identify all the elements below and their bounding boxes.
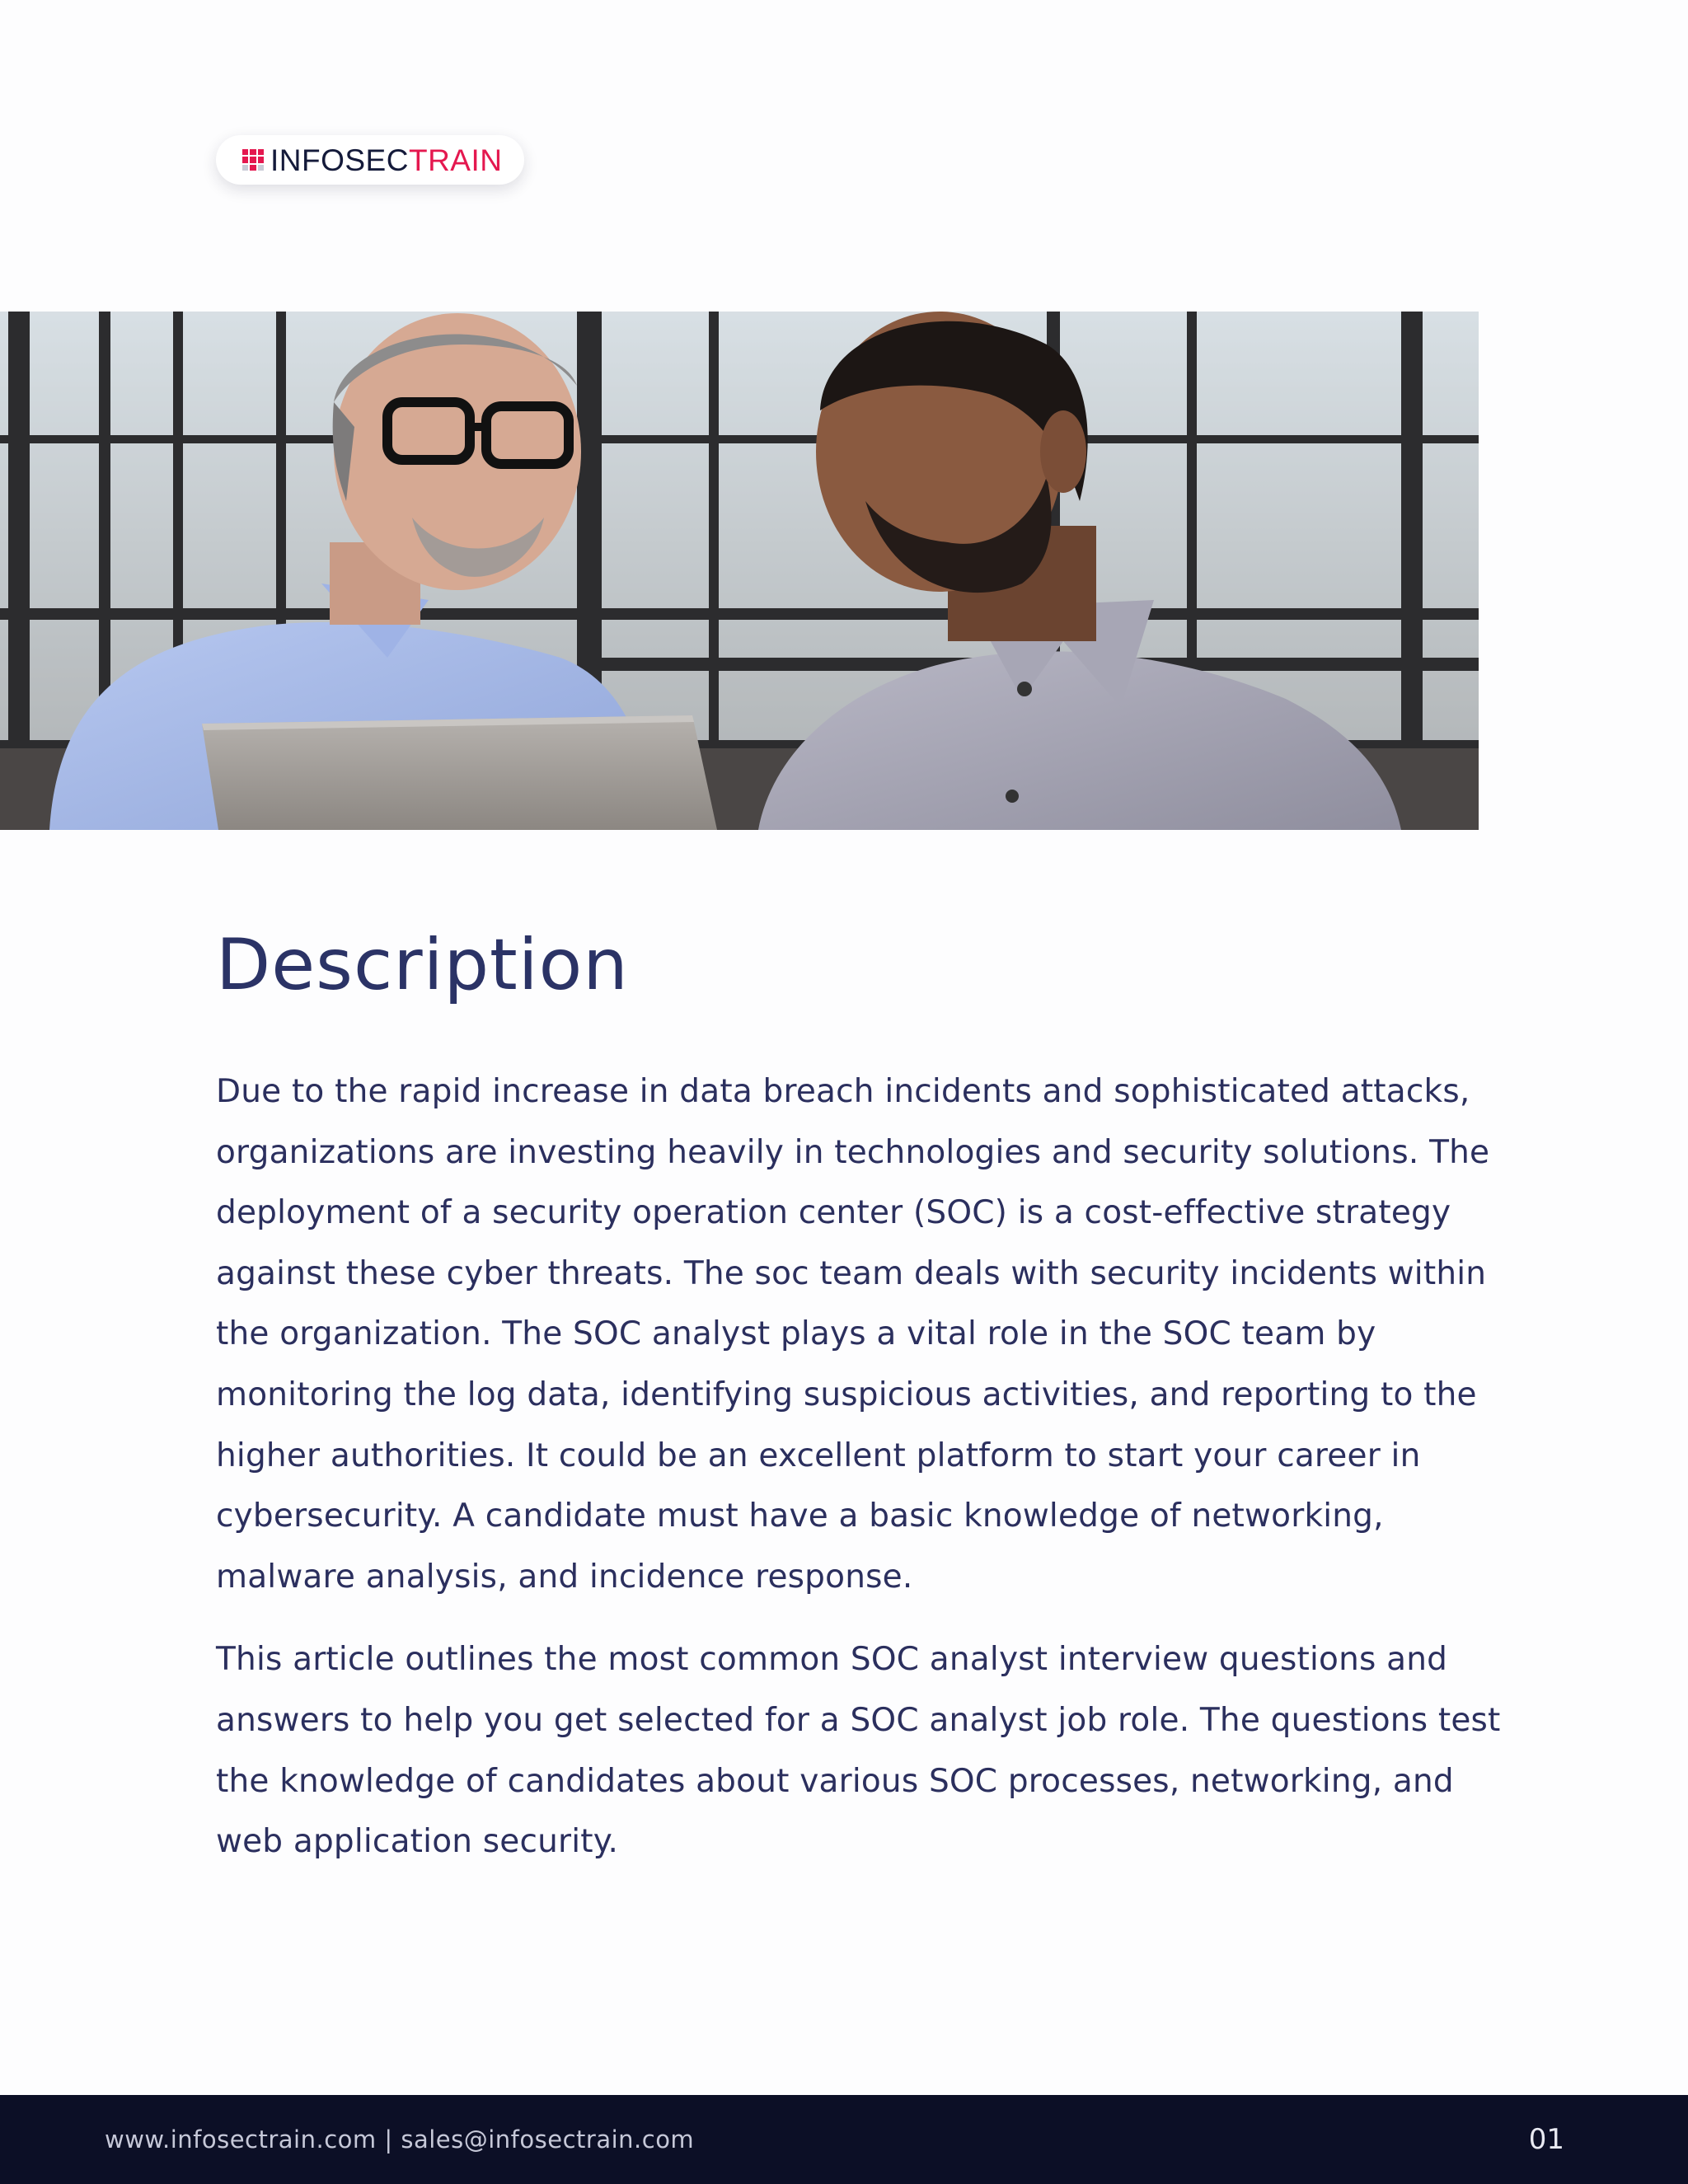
infosectrain-logo-icon [242, 149, 264, 171]
hero-photo [0, 312, 1479, 830]
page-footer [0, 2095, 1688, 2184]
brand-logo [216, 135, 524, 185]
brand-wordmark [270, 145, 502, 176]
page-number: 01 [1528, 2123, 1564, 2156]
brand-wordmark-part-2: TRAIN [408, 143, 503, 177]
description-paragraph-1: Due to the rapid increase in data breach incidents and sophisticated attacks, organizations are investing heavily in technologies and security solutions. The deployment of a security operation center (SOC) is a cost-effective strategy against these cyber threats. The soc team deals with security incidents within the organization. The SOC analyst plays a vital role in the SOC team by monitoring the log data, identifying suspicious activities, and reporting to the higher authorities. It could be an excellent platform to start your career in cybersecurity. A candidate must have a basic knowledge of networking, malware analysis, and incidence response. [216, 1073, 1490, 1596]
description-heading: Description [216, 924, 629, 1006]
description-body [216, 1062, 1518, 1872]
brand-wordmark-part-1: INFOSEC [270, 143, 409, 177]
description-paragraph-2: This article outlines the most common SOC analyst interview questions and answers to help you get selected for a SOC analyst job role. The questions test the knowledge of candidates about various SOC processes, networking, and web application security. [216, 1641, 1501, 1861]
footer-contact: www.infosectrain.com | sales@infosectrain.com [105, 2125, 695, 2154]
